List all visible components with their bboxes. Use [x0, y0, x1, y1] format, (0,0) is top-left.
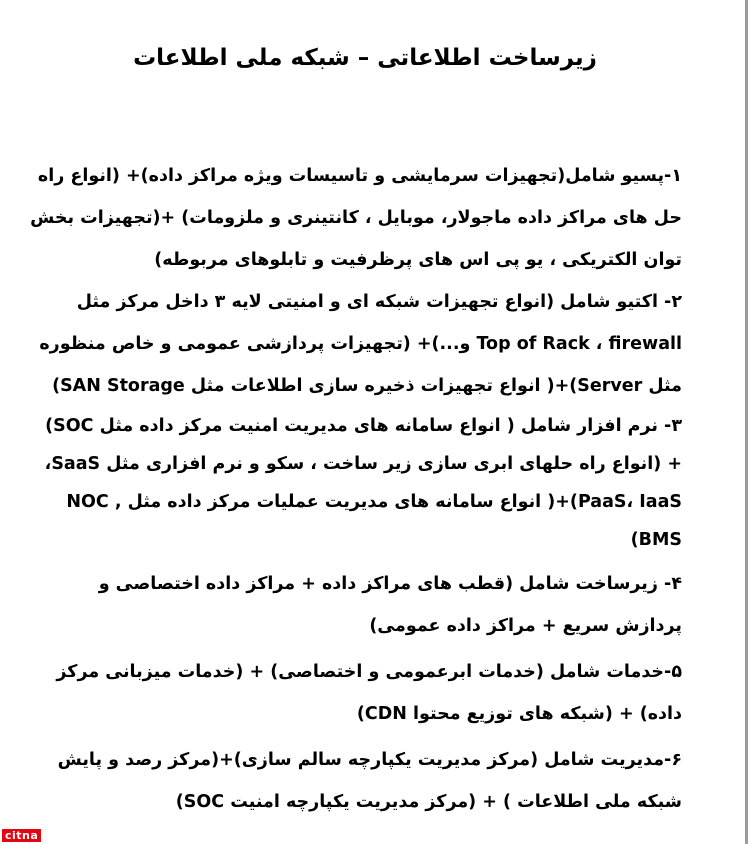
section-active [39, 281, 682, 407]
section-infrastructure [60, 563, 682, 647]
text-line: شبکه ملی اطلاعات ) + (مرکز مدیریت یکپارچه امنیت SOC) [175, 792, 682, 812]
section-passive [30, 155, 682, 281]
page-title: زیرساخت اطلاعاتی – شبکه ملی اطلاعات [133, 45, 597, 71]
text-line: ۱-پسیو شامل(تجهیزات سرمایشی و تاسیسات ویژه مراکز داده)+ (انواع راه [37, 166, 682, 186]
text-line: توان الکتریکی ، یو پی اس های پرظرفیت و تابلوهای مربوطه) [154, 250, 682, 270]
text-line: حل های مراکز داده ماجولار، موبایل ، کانتینری و ملزومات) +(تجهیزات بخش [30, 208, 682, 228]
text-line: داده) + (شبکه های توزیع محتوا CDN) [356, 704, 682, 724]
text-line: + (انواع راه حلهای ابری سازی زیر ساخت ، سکو و نرم افزاری مثل SaaS، [44, 454, 682, 474]
text-line: مثل Server)+( انواع تجهیزات ذخیره سازی اطلاعات مثل SAN Storage) [52, 376, 682, 396]
text-line: ۲- اکتیو شامل (انواع تجهیزات شبکه ای و امنیتی لایه ۳ داخل مرکز مثل [76, 292, 682, 312]
text-line: BMS) [630, 530, 682, 550]
text-line: پردازش سریع + مراکز داده عمومی) [369, 616, 682, 636]
text-line: ۶-مدیریت شامل (مرکز مدیریت یکپارچه سالم سازی)+(مرکز رصد و پایش [57, 750, 682, 770]
document-body [30, 155, 682, 823]
text-line: Top of Rack ، firewall و...)+ (تجهیزات پردازشی عمومی و خاص منظوره [39, 334, 682, 354]
text-line: ۳- نرم افزار شامل ( انواع سامانه های مدیریت امنیت مرکز داده مثل SOC) [45, 416, 682, 436]
section-software [44, 407, 682, 559]
citna-logo-mark: citna [2, 829, 41, 842]
citna-logo [2, 829, 41, 842]
section-management [57, 739, 682, 823]
text-line: PaaS، IaaS)+( انواع سامانه های مدیریت عملیات مرکز داده مثل , NOC [66, 492, 682, 512]
text-line: ۴- زیرساخت شامل (قطب های مراکز داده + مراکز داده اختصاصی و [98, 574, 682, 594]
text-line: ۵-خدمات شامل (خدمات ابرعمومی و اختصاصی) + (خدمات میزبانی مرکز [56, 662, 682, 682]
section-services [56, 651, 682, 735]
